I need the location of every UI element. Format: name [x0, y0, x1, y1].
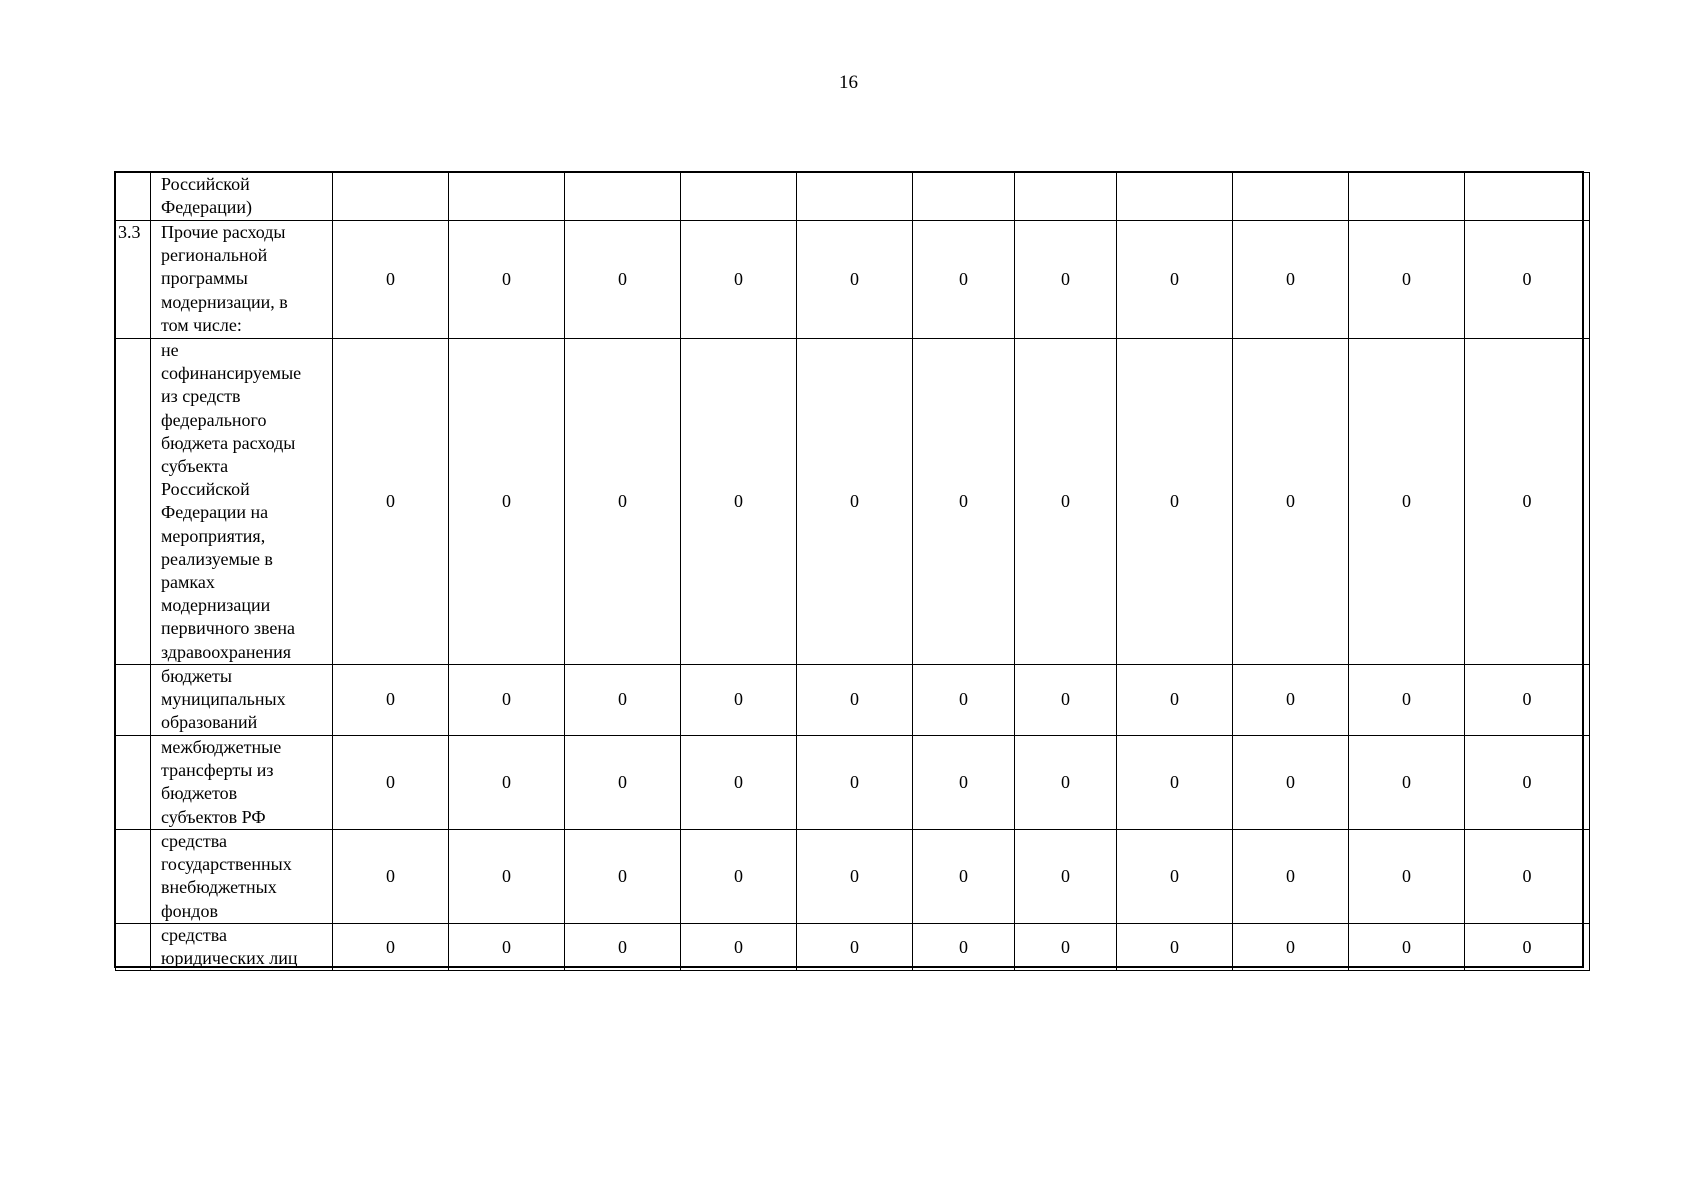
table-row — [116, 173, 1590, 221]
value-cell: 0 — [681, 736, 797, 830]
value-cell: 0 — [333, 339, 449, 665]
value-cell — [1015, 173, 1117, 221]
row-number-cell — [116, 665, 151, 736]
table-body — [116, 173, 1590, 971]
value-cell: 0 — [681, 339, 797, 665]
value-cell: 0 — [1233, 736, 1349, 830]
value-cell: 0 — [1465, 221, 1590, 339]
value-cell: 0 — [1117, 924, 1233, 971]
value-cell: 0 — [797, 339, 913, 665]
value-cell: 0 — [565, 665, 681, 736]
row-label-cell: Прочие расходы региональной программы модернизации, в том числе: — [151, 221, 333, 339]
value-cell: 0 — [449, 736, 565, 830]
row-number-cell — [116, 173, 151, 221]
value-cell: 0 — [1117, 665, 1233, 736]
value-cell: 0 — [1465, 736, 1590, 830]
value-cell: 0 — [333, 665, 449, 736]
value-cell — [449, 173, 565, 221]
value-cell: 0 — [565, 736, 681, 830]
value-cell: 0 — [797, 924, 913, 971]
value-cell: 0 — [797, 665, 913, 736]
table-row — [116, 221, 1590, 339]
value-cell: 0 — [1015, 924, 1117, 971]
value-cell — [1233, 173, 1349, 221]
value-cell: 0 — [565, 924, 681, 971]
value-cell: 0 — [1117, 221, 1233, 339]
value-cell: 0 — [913, 736, 1015, 830]
value-cell: 0 — [1117, 736, 1233, 830]
value-cell — [1349, 173, 1465, 221]
value-cell: 0 — [1233, 339, 1349, 665]
row-label-cell: средства юридических лиц — [151, 924, 333, 971]
value-cell: 0 — [681, 924, 797, 971]
value-cell: 0 — [797, 221, 913, 339]
table-row — [116, 736, 1590, 830]
row-number-cell — [116, 339, 151, 665]
value-cell — [1465, 173, 1590, 221]
value-cell — [913, 173, 1015, 221]
row-label-cell: бюджеты муниципальных образований — [151, 665, 333, 736]
value-cell: 0 — [1015, 736, 1117, 830]
value-cell: 0 — [333, 736, 449, 830]
value-cell: 0 — [565, 339, 681, 665]
value-cell: 0 — [1465, 339, 1590, 665]
budget-table — [115, 172, 1590, 971]
value-cell: 0 — [565, 830, 681, 924]
page-number: 16 — [839, 72, 858, 93]
value-cell: 0 — [1015, 221, 1117, 339]
value-cell: 0 — [1015, 665, 1117, 736]
row-number-cell — [116, 830, 151, 924]
value-cell — [1117, 173, 1233, 221]
value-cell: 0 — [681, 221, 797, 339]
row-number-cell — [116, 736, 151, 830]
value-cell: 0 — [1349, 736, 1465, 830]
table-row — [116, 830, 1590, 924]
value-cell: 0 — [1465, 665, 1590, 736]
value-cell: 0 — [797, 830, 913, 924]
row-number-cell: 3.3 — [116, 221, 151, 339]
value-cell: 0 — [333, 221, 449, 339]
value-cell: 0 — [1015, 339, 1117, 665]
value-cell — [681, 173, 797, 221]
table-row — [116, 339, 1590, 665]
value-cell: 0 — [681, 830, 797, 924]
value-cell: 0 — [913, 339, 1015, 665]
value-cell: 0 — [1349, 830, 1465, 924]
value-cell: 0 — [449, 221, 565, 339]
value-cell: 0 — [1349, 665, 1465, 736]
value-cell: 0 — [449, 830, 565, 924]
value-cell: 0 — [1233, 665, 1349, 736]
value-cell: 0 — [681, 665, 797, 736]
value-cell: 0 — [565, 221, 681, 339]
value-cell: 0 — [1117, 339, 1233, 665]
value-cell: 0 — [449, 339, 565, 665]
value-cell: 0 — [1233, 924, 1349, 971]
value-cell: 0 — [1117, 830, 1233, 924]
row-label-cell: средства государственных внебюджетных фондов — [151, 830, 333, 924]
value-cell: 0 — [1349, 221, 1465, 339]
value-cell: 0 — [913, 830, 1015, 924]
value-cell: 0 — [913, 665, 1015, 736]
value-cell — [797, 173, 913, 221]
value-cell: 0 — [449, 924, 565, 971]
value-cell: 0 — [1233, 830, 1349, 924]
value-cell: 0 — [1465, 830, 1590, 924]
row-label-cell: Российской Федерации) — [151, 173, 333, 221]
value-cell: 0 — [1233, 221, 1349, 339]
table-row — [116, 924, 1590, 971]
value-cell: 0 — [1349, 924, 1465, 971]
row-label-cell: не софинансируемые из средств федерального бюджета расходы субъекта Российской Федерации на мероприятия, реализуемые в рамках модернизации первичного звена здравоохранения — [151, 339, 333, 665]
value-cell: 0 — [797, 736, 913, 830]
value-cell: 0 — [1465, 924, 1590, 971]
value-cell: 0 — [913, 924, 1015, 971]
value-cell: 0 — [449, 665, 565, 736]
row-number-cell — [116, 924, 151, 971]
value-cell: 0 — [333, 830, 449, 924]
value-cell — [565, 173, 681, 221]
value-cell: 0 — [1349, 339, 1465, 665]
value-cell: 0 — [1015, 830, 1117, 924]
value-cell — [333, 173, 449, 221]
value-cell: 0 — [913, 221, 1015, 339]
value-cell: 0 — [333, 924, 449, 971]
table-row — [116, 665, 1590, 736]
row-label-cell: межбюджетные трансферты из бюджетов субъектов РФ — [151, 736, 333, 830]
